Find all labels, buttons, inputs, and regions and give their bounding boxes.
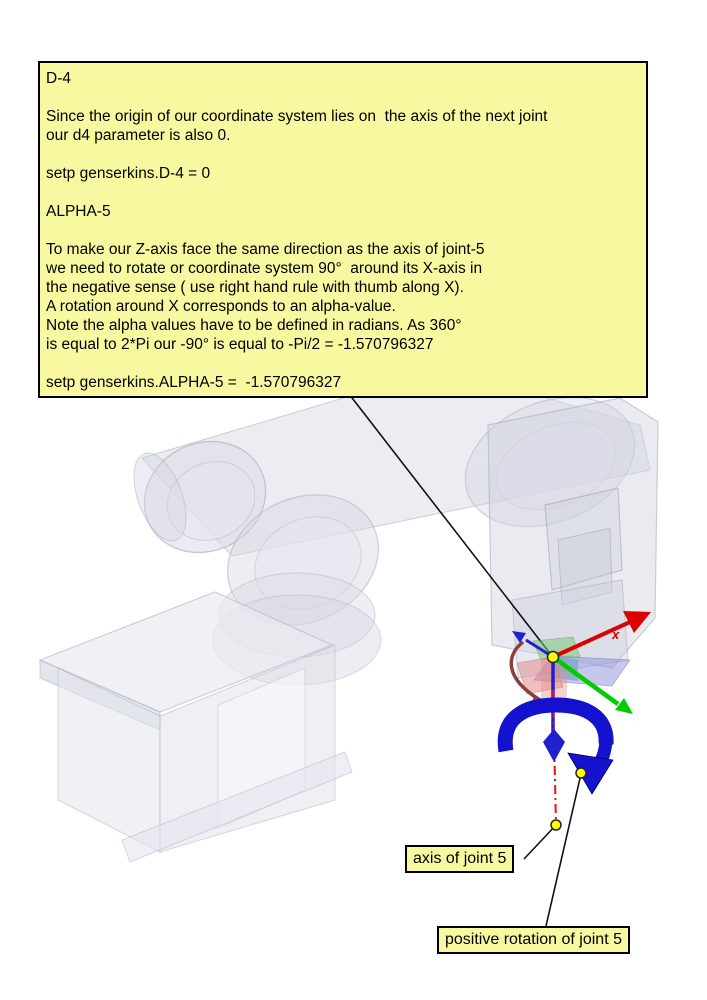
info-line: ALPHA-5 [46,203,111,220]
rotation-direction-arrow [568,753,613,794]
positive-rotation-of-joint5-label: positive rotation of joint 5 [437,926,630,954]
info-line: Since the origin of our coordinate system lies on the axis of the next joint [46,108,548,125]
info-line: setp genserkins.D-4 = 0 [46,165,211,182]
info-line [46,88,640,107]
rotation-callout-line [546,774,581,926]
info-line: D-4 [46,70,71,87]
axis-point [551,820,561,830]
robot-arm [40,373,658,862]
info-line: is equal to 2*Pi our -90° is equal to -Pi/2 = -1.570796327 [46,336,434,353]
info-line: we need to rotate or coordinate system 90° around its X-axis in [46,260,483,277]
info-line: the negative sense ( use right hand rule with thumb along X). [46,279,464,296]
instruction-box [38,61,648,398]
axis-of-joint5-label: axis of joint 5 [405,845,514,873]
info-line [46,221,640,240]
info-line [46,145,640,164]
axis-callout-line [524,825,556,859]
info-line [46,354,640,373]
x-axis-label: x [612,627,620,642]
info-line: Note the alpha values have to be defined in radians. As 360° [46,317,462,334]
info-line: setp genserkins.ALPHA-5 = -1.570796327 [46,374,342,391]
info-line: A rotation around X corresponds to an alpha-value. [46,298,396,315]
z-axis-arrow-down [543,729,565,762]
info-line: our d4 parameter is also 0. [46,127,231,144]
y-axis-arrow [615,698,633,714]
rotation-point [576,768,586,778]
origin-point [548,652,559,663]
info-line: To make our Z-axis face the same direction as the axis of joint-5 [46,241,485,258]
info-line [46,183,640,202]
